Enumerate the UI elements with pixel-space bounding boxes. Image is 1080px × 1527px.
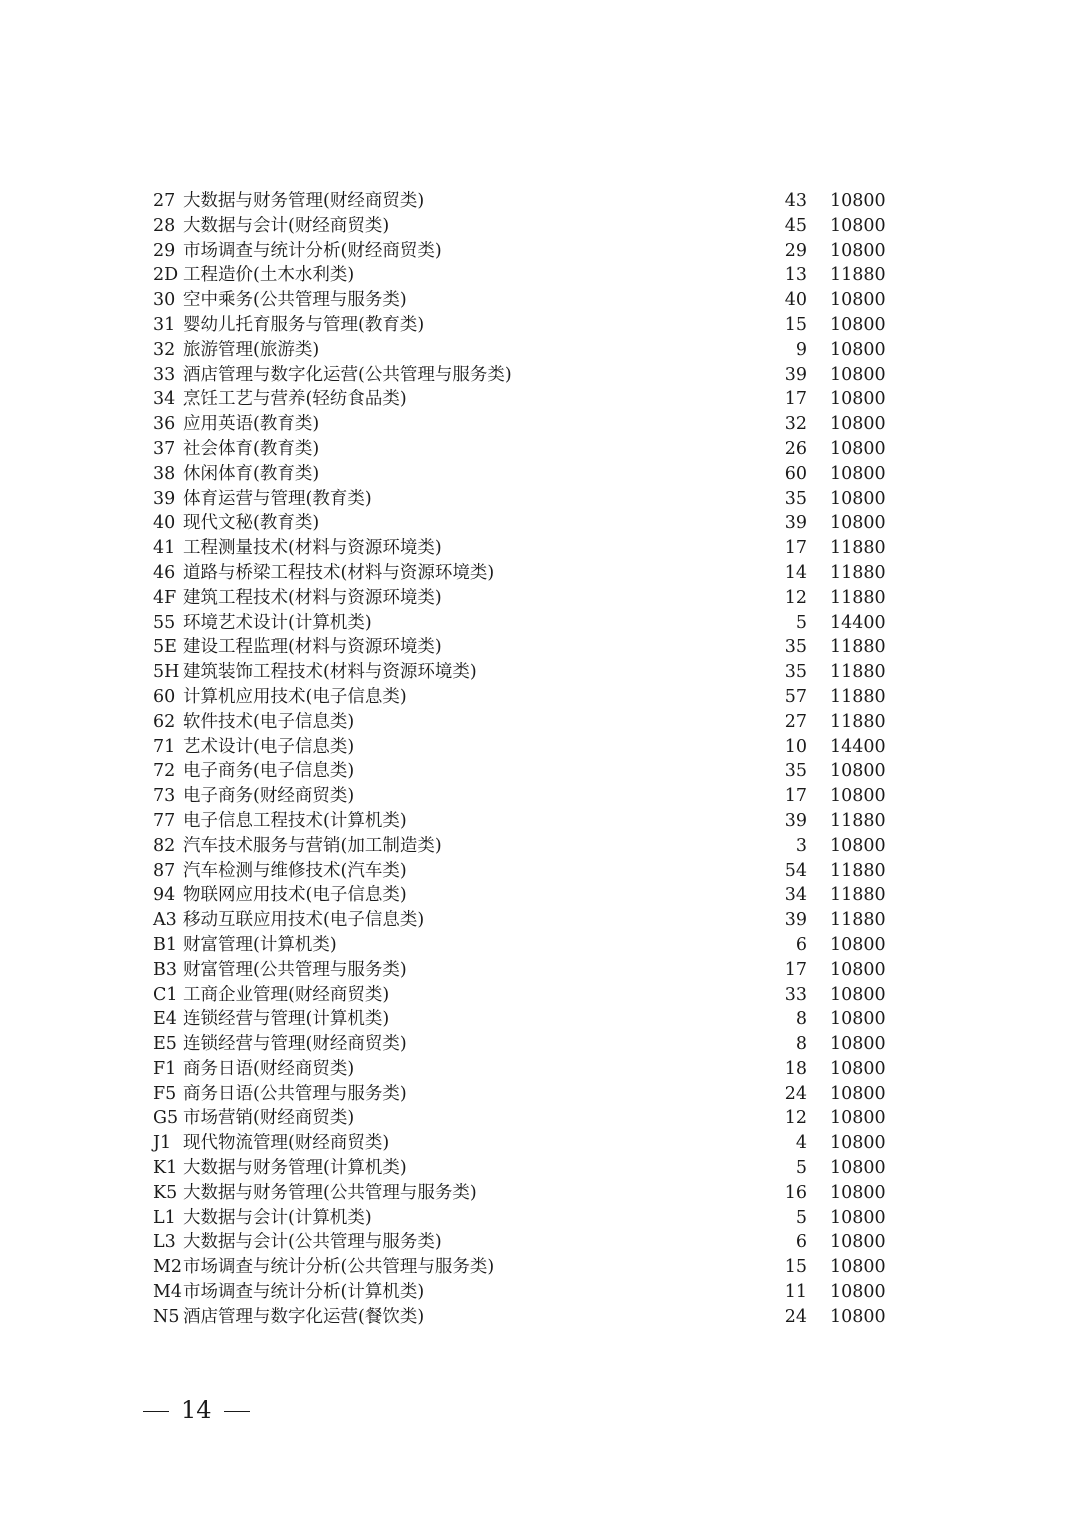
- list-item: [0, 635, 1080, 660]
- program-code: 72: [153, 761, 176, 782]
- program-code: 37: [153, 438, 176, 459]
- program-name: 大数据与财务管理(计算机类): [183, 1158, 407, 1179]
- tuition-fee: 10800: [830, 438, 886, 459]
- list-item: [0, 536, 1080, 561]
- program-name: 艺术设计(电子信息类): [183, 736, 355, 757]
- program-name: 酒店管理与数字化运营(餐饮类): [183, 1306, 425, 1327]
- list-item: [0, 487, 1080, 512]
- tuition-fee: 10800: [830, 240, 886, 261]
- tuition-fee: 14400: [830, 736, 886, 757]
- tuition-fee: 10800: [830, 488, 886, 509]
- enrollment-count: 4: [795, 1133, 807, 1154]
- enrollment-count: 11: [784, 1282, 807, 1303]
- list-item: [0, 809, 1080, 834]
- list-item: [0, 958, 1080, 983]
- program-name: 财富管理(公共管理与服务类): [183, 959, 407, 980]
- list-item: [0, 759, 1080, 784]
- list-item: [0, 1280, 1080, 1305]
- program-code: 36: [153, 414, 176, 435]
- program-name: 物联网应用技术(电子信息类): [183, 885, 407, 906]
- list-item: [0, 511, 1080, 536]
- program-name: 计算机应用技术(电子信息类): [183, 686, 407, 707]
- tuition-fee: 11880: [830, 538, 886, 559]
- tuition-fee: 11880: [830, 265, 886, 286]
- tuition-fee: 10800: [830, 463, 886, 484]
- list-item: [0, 189, 1080, 214]
- list-item: [0, 437, 1080, 462]
- program-name: 软件技术(电子信息类): [183, 711, 355, 732]
- list-item: [0, 859, 1080, 884]
- program-name: 市场调查与统计分析(计算机类): [183, 1282, 425, 1303]
- enrollment-count: 34: [784, 885, 807, 906]
- tuition-fee: 10800: [830, 934, 886, 955]
- list-item: [0, 363, 1080, 388]
- list-item: [0, 338, 1080, 363]
- program-code: 29: [153, 240, 176, 261]
- program-code: 33: [153, 364, 176, 385]
- program-name: 工程测量技术(材料与资源环境类): [183, 538, 442, 559]
- list-item: [0, 1131, 1080, 1156]
- program-code: M4: [153, 1282, 183, 1303]
- tuition-fee: 10800: [830, 1009, 886, 1030]
- enrollment-count: 9: [795, 339, 807, 360]
- program-name: 体育运营与管理(教育类): [183, 488, 372, 509]
- enrollment-count: 39: [784, 910, 807, 931]
- program-name: 电子商务(财经商贸类): [183, 786, 355, 807]
- enrollment-count: 27: [784, 711, 807, 732]
- list-item: [0, 710, 1080, 735]
- list-item: [0, 933, 1080, 958]
- program-name: 大数据与财务管理(公共管理与服务类): [183, 1182, 477, 1203]
- program-code: 82: [153, 835, 176, 856]
- enrollment-count: 3: [795, 835, 807, 856]
- enrollment-count: 35: [784, 761, 807, 782]
- enrollment-count: 16: [784, 1182, 807, 1203]
- list-item: [0, 586, 1080, 611]
- enrollment-count: 43: [784, 191, 807, 211]
- enrollment-count: 5: [795, 612, 807, 633]
- list-item: [0, 908, 1080, 933]
- program-name: 现代物流管理(财经商贸类): [183, 1133, 390, 1154]
- enrollment-count: 10: [784, 736, 807, 757]
- program-name: 市场调查与统计分析(财经商贸类): [183, 240, 442, 261]
- tuition-fee: 10800: [830, 1232, 886, 1253]
- tuition-fee: 10800: [830, 1133, 886, 1154]
- list-item: [0, 834, 1080, 859]
- program-code: 62: [153, 711, 176, 732]
- program-code: 94: [153, 885, 176, 906]
- enrollment-count: 17: [784, 389, 807, 410]
- program-code: 39: [153, 488, 176, 509]
- enrollment-count: 14: [784, 562, 807, 583]
- tuition-fee: 10800: [830, 339, 886, 360]
- program-code: 5H: [153, 662, 180, 683]
- program-code: C1: [153, 984, 178, 1005]
- tuition-fee: 10800: [830, 1158, 886, 1179]
- program-name: 汽车检测与维修技术(汽车类): [183, 860, 407, 881]
- list-item: [0, 1057, 1080, 1082]
- program-code: M2: [153, 1257, 183, 1278]
- tuition-fee: 10800: [830, 290, 886, 311]
- list-item: [0, 462, 1080, 487]
- tuition-fee: 11880: [830, 885, 886, 906]
- enrollment-count: 40: [784, 290, 807, 311]
- program-code: 30: [153, 290, 176, 311]
- tuition-fee: 10800: [830, 1182, 886, 1203]
- program-code: 5E: [153, 637, 177, 658]
- list-item: [0, 1206, 1080, 1231]
- tuition-fee: 11880: [830, 686, 886, 707]
- enrollment-count: 6: [795, 934, 807, 955]
- list-item: [0, 239, 1080, 264]
- program-code: K5: [153, 1182, 178, 1203]
- tuition-fee: 10800: [830, 1207, 886, 1228]
- program-code: 34: [153, 389, 176, 410]
- list-item: [0, 1156, 1080, 1181]
- program-code: K1: [153, 1158, 178, 1179]
- program-name: 酒店管理与数字化运营(公共管理与服务类): [183, 364, 512, 385]
- list-item: [0, 660, 1080, 685]
- list-item: [0, 1007, 1080, 1032]
- tuition-fee: 11880: [830, 910, 886, 931]
- program-code: 27: [153, 191, 176, 211]
- enrollment-count: 39: [784, 513, 807, 534]
- enrollment-count: 6: [795, 1232, 807, 1253]
- program-code: 2D: [153, 265, 179, 286]
- program-code: A3: [153, 910, 177, 931]
- program-code: 32: [153, 339, 176, 360]
- tuition-fee: 10800: [830, 1108, 886, 1129]
- program-name: 环境艺术设计(计算机类): [183, 612, 372, 633]
- enrollment-count: 8: [795, 1009, 807, 1030]
- program-name: 婴幼儿托育服务与管理(教育类): [183, 314, 425, 335]
- program-name: 电子信息工程技术(计算机类): [183, 810, 407, 831]
- tuition-fee: 11880: [830, 637, 886, 658]
- program-code: L3: [153, 1232, 176, 1253]
- tuition-fee: 10800: [830, 835, 886, 856]
- program-code: B1: [153, 934, 177, 955]
- program-name: 建筑装饰工程技术(材料与资源环境类): [183, 662, 477, 683]
- program-code: 31: [153, 314, 176, 335]
- enrollment-count: 17: [784, 538, 807, 559]
- program-name: 应用英语(教育类): [183, 414, 320, 435]
- footer-dash-left: [143, 1411, 169, 1412]
- program-code: 55: [153, 612, 176, 633]
- list-item: [0, 313, 1080, 338]
- tuition-fee: 10800: [830, 191, 886, 211]
- program-code: F1: [153, 1058, 177, 1079]
- program-code: 77: [153, 810, 176, 831]
- program-list: [0, 189, 1080, 1330]
- program-name: 休闲体育(教育类): [183, 463, 320, 484]
- list-item: [0, 288, 1080, 313]
- program-name: 连锁经营与管理(财经商贸类): [183, 1034, 407, 1055]
- program-code: 71: [153, 736, 176, 757]
- list-item: [0, 685, 1080, 710]
- enrollment-count: 39: [784, 364, 807, 385]
- program-name: 大数据与会计(公共管理与服务类): [183, 1232, 442, 1253]
- program-name: 建筑工程技术(材料与资源环境类): [183, 587, 442, 608]
- enrollment-count: 33: [784, 984, 807, 1005]
- program-code: 28: [153, 215, 176, 236]
- program-name: 工程造价(土木水利类): [183, 265, 355, 286]
- program-name: 社会体育(教育类): [183, 438, 320, 459]
- enrollment-count: 45: [784, 215, 807, 236]
- list-item: [0, 1181, 1080, 1206]
- program-name: 移动互联应用技术(电子信息类): [183, 910, 425, 931]
- program-code: 4F: [153, 587, 177, 608]
- program-code: 46: [153, 562, 176, 583]
- list-item: [0, 214, 1080, 239]
- list-item: [0, 1305, 1080, 1330]
- enrollment-count: 17: [784, 786, 807, 807]
- enrollment-count: 5: [795, 1158, 807, 1179]
- program-name: 市场营销(财经商贸类): [183, 1108, 355, 1129]
- program-code: 40: [153, 513, 176, 534]
- list-item: [0, 263, 1080, 288]
- enrollment-count: 24: [784, 1083, 807, 1104]
- tuition-fee: 10800: [830, 1034, 886, 1055]
- program-name: 旅游管理(旅游类): [183, 339, 320, 360]
- program-name: 大数据与财务管理(财经商贸类): [183, 191, 425, 211]
- list-item: [0, 1106, 1080, 1131]
- tuition-fee: 10800: [830, 314, 886, 335]
- program-code: 41: [153, 538, 176, 559]
- enrollment-count: 15: [784, 314, 807, 335]
- list-item: [0, 1255, 1080, 1280]
- program-name: 现代文秘(教育类): [183, 513, 320, 534]
- program-name: 财富管理(计算机类): [183, 934, 337, 955]
- enrollment-count: 35: [784, 637, 807, 658]
- tuition-fee: 10800: [830, 959, 886, 980]
- program-name: 大数据与会计(计算机类): [183, 1207, 372, 1228]
- list-item: [0, 735, 1080, 760]
- program-code: L1: [153, 1207, 176, 1228]
- tuition-fee: 10800: [830, 1058, 886, 1079]
- footer-dash-right: [224, 1411, 250, 1412]
- list-item: [0, 387, 1080, 412]
- tuition-fee: 10800: [830, 1306, 886, 1327]
- program-code: 73: [153, 786, 176, 807]
- program-name: 大数据与会计(财经商贸类): [183, 215, 390, 236]
- program-code: 87: [153, 860, 176, 881]
- enrollment-count: 57: [784, 686, 807, 707]
- tuition-fee: 11880: [830, 662, 886, 683]
- list-item: [0, 1230, 1080, 1255]
- tuition-fee: 11880: [830, 810, 886, 831]
- program-code: G5: [153, 1108, 179, 1129]
- enrollment-count: 39: [784, 810, 807, 831]
- program-code: J1: [153, 1133, 172, 1154]
- enrollment-count: 32: [784, 414, 807, 435]
- enrollment-count: 5: [795, 1207, 807, 1228]
- program-code: 38: [153, 463, 176, 484]
- program-name: 建设工程监理(材料与资源环境类): [183, 637, 442, 658]
- program-code: N5: [153, 1306, 180, 1327]
- enrollment-count: 15: [784, 1257, 807, 1278]
- tuition-fee: 11880: [830, 562, 886, 583]
- program-code: E5: [153, 1034, 177, 1055]
- program-name: 空中乘务(公共管理与服务类): [183, 290, 407, 311]
- enrollment-count: 18: [784, 1058, 807, 1079]
- page-footer: [143, 1393, 250, 1427]
- tuition-fee: 10800: [830, 1257, 886, 1278]
- tuition-fee: 14400: [830, 612, 886, 633]
- list-item: [0, 883, 1080, 908]
- page-number: 14: [181, 1396, 212, 1424]
- tuition-fee: 10800: [830, 414, 886, 435]
- list-item: [0, 784, 1080, 809]
- tuition-fee: 10800: [830, 1282, 886, 1303]
- enrollment-count: 60: [784, 463, 807, 484]
- program-name: 连锁经营与管理(计算机类): [183, 1009, 390, 1030]
- enrollment-count: 26: [784, 438, 807, 459]
- enrollment-count: 12: [784, 587, 807, 608]
- list-item: [0, 1082, 1080, 1107]
- tuition-fee: 10800: [830, 389, 886, 410]
- enrollment-count: 35: [784, 662, 807, 683]
- program-name: 电子商务(电子信息类): [183, 761, 355, 782]
- tuition-fee: 11880: [830, 860, 886, 881]
- tuition-fee: 11880: [830, 587, 886, 608]
- program-name: 道路与桥梁工程技术(材料与资源环境类): [183, 562, 495, 583]
- list-item: [0, 1032, 1080, 1057]
- program-name: 商务日语(财经商贸类): [183, 1058, 355, 1079]
- enrollment-count: 54: [784, 860, 807, 881]
- tuition-fee: 10800: [830, 786, 886, 807]
- enrollment-count: 29: [784, 240, 807, 261]
- enrollment-count: 24: [784, 1306, 807, 1327]
- program-name: 烹饪工艺与营养(轻纺食品类): [183, 389, 407, 410]
- tuition-fee: 10800: [830, 984, 886, 1005]
- list-item: [0, 611, 1080, 636]
- program-code: B3: [153, 959, 177, 980]
- tuition-fee: 10800: [830, 761, 886, 782]
- program-code: 60: [153, 686, 176, 707]
- enrollment-count: 17: [784, 959, 807, 980]
- enrollment-count: 13: [784, 265, 807, 286]
- program-code: F5: [153, 1083, 177, 1104]
- tuition-fee: 11880: [830, 711, 886, 732]
- list-item: [0, 983, 1080, 1008]
- tuition-fee: 10800: [830, 1083, 886, 1104]
- list-item: [0, 412, 1080, 437]
- list-item: [0, 561, 1080, 586]
- program-name: 工商企业管理(财经商贸类): [183, 984, 390, 1005]
- enrollment-count: 35: [784, 488, 807, 509]
- program-name: 市场调查与统计分析(公共管理与服务类): [183, 1257, 495, 1278]
- enrollment-count: 8: [795, 1034, 807, 1055]
- program-code: E4: [153, 1009, 177, 1030]
- tuition-fee: 10800: [830, 215, 886, 236]
- tuition-fee: 10800: [830, 513, 886, 534]
- program-name: 商务日语(公共管理与服务类): [183, 1083, 407, 1104]
- program-name: 汽车技术服务与营销(加工制造类): [183, 835, 442, 856]
- enrollment-count: 12: [784, 1108, 807, 1129]
- tuition-fee: 10800: [830, 364, 886, 385]
